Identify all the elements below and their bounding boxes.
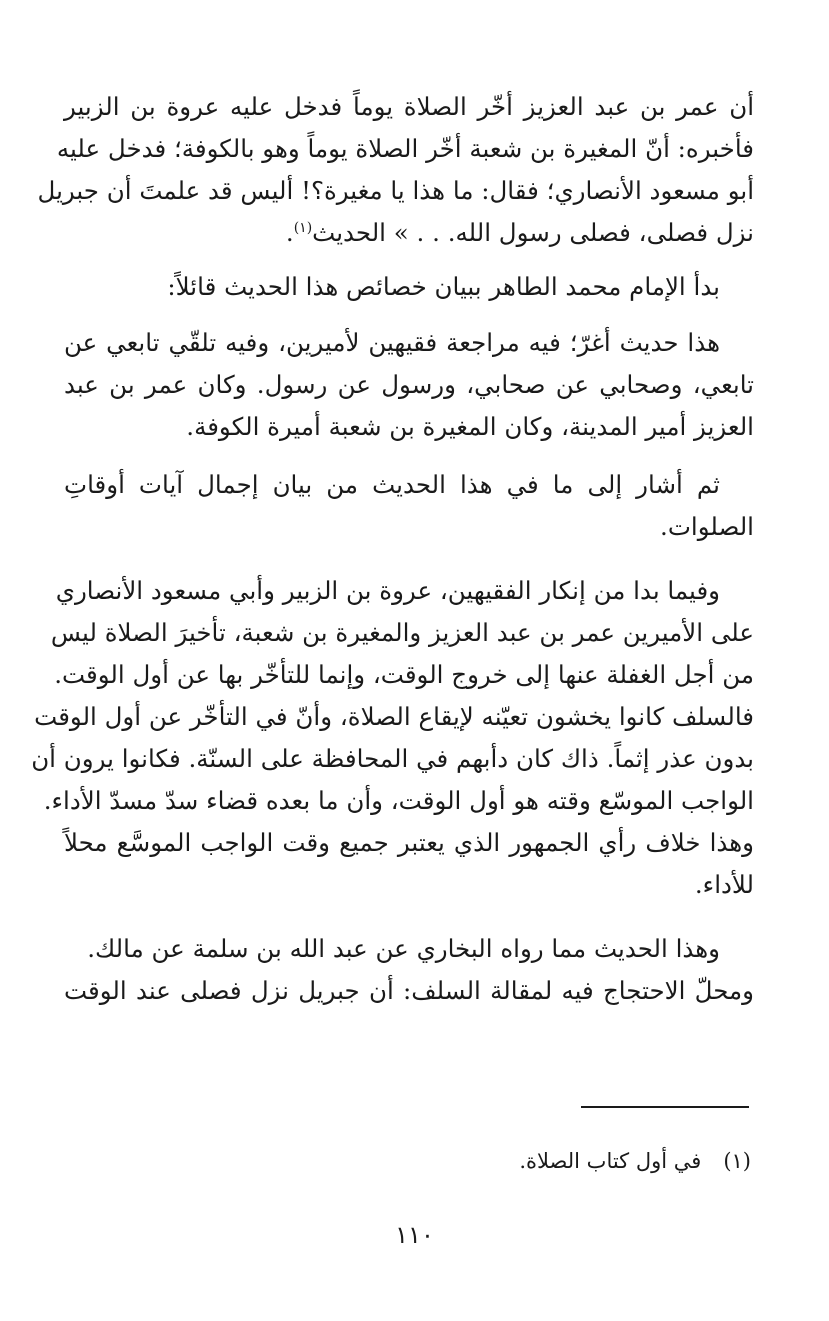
text-line: الواجب الموسّع وقته هو أول الوقت، وأن ما بعده قضاء سدّ مسدّ الأداء. [43,786,754,815]
text-line: وهذا خلاف رأي الجمهور الذي يعتبر جميع وقت الواجب الموسَّع محلاً [64,828,754,857]
text-line: وفيما بدا من إنكار الفقيهين، عروة بن الزبير وأبي مسعود الأنصاري [55,576,720,605]
text-line: ثم أشار إلى ما في هذا الحديث من بيان إجمال آيات أوقاتِ [64,470,720,499]
text-line-part: نزل فصلى، فصلى رسول الله. . . » الحديث [312,218,754,247]
footnote [519,1146,751,1176]
text-line: هذا حديث أغرّ؛ فيه مراجعة فقيهين لأميرين، وفيه تلقّي تابعي عن [64,328,720,357]
paragraph-times [64,464,754,548]
text-line [64,212,754,254]
paragraph-intro [64,266,754,308]
footnote-text: في أول كتاب الصلاة. [519,1149,702,1173]
footnote-marker: (١) [293,219,313,236]
text-line-part: . [285,218,294,247]
page-body [31,86,754,1012]
text-line: أبو مسعود الأنصاري؛ فقال: ما هذا يا مغيرة؟! أليس قد علمتَ أن جبريل [37,176,754,205]
paragraph-bukhari [64,928,754,1012]
text-line: بدون عذر إثماً. ذاك كان دأبهم في المحافظة على السنّة. فكانوا يرون أن [31,744,754,773]
text-line: فأخبره: أنّ المغيرة بن شعبة أخّر الصلاة يوماً وهو بالكوفة؛ فدخل عليه [56,134,754,163]
text-line: وهذا الحديث مما رواه البخاري عن عبد الله بن سلمة عن مالك. [87,934,720,963]
paragraph-quote [64,322,754,448]
text-line: العزيز أمير المدينة، وكان المغيرة بن شعبة أميرة الكوفة. [186,412,754,441]
text-line: من أجل الغفلة عنها إلى خروج الوقت، وإنما للتأخّر بها عن أول الوقت. [54,660,754,689]
text-line: ومحلّ الاحتجاج فيه لمقالة السلف: أن جبريل نزل فصلى عند الوقت [64,976,754,1005]
text-line: تابعي، وصحابي عن صحابي، ورسول عن رسول. وكان عمر بن عبد [64,370,754,399]
text-line: بدأ الإمام محمد الطاهر ببيان خصائص هذا الحديث قائلاً: [167,272,720,301]
text-line: أن عمر بن عبد العزيز أخّر الصلاة يوماً فدخل عليه عروة بن الزبير [64,92,754,121]
paragraph-hadith [37,86,754,254]
text-line: الصلوات. [660,512,754,541]
page-number: ١١٠ [395,1221,434,1249]
text-line: على الأميرين عمر بن عبد العزيز والمغيرة بن شعبة، تأخيرَ الصلاة ليس [50,618,754,647]
footnote-divider [581,1106,749,1108]
paragraph-discussion [31,570,754,906]
text-line: للأداء. [694,870,754,899]
footnote-number: (١) [723,1149,751,1173]
text-line: فالسلف كانوا يخشون تعيّنه لإيقاع الصلاة، وأنّ في التأخّر عن أول الوقت [34,702,754,731]
